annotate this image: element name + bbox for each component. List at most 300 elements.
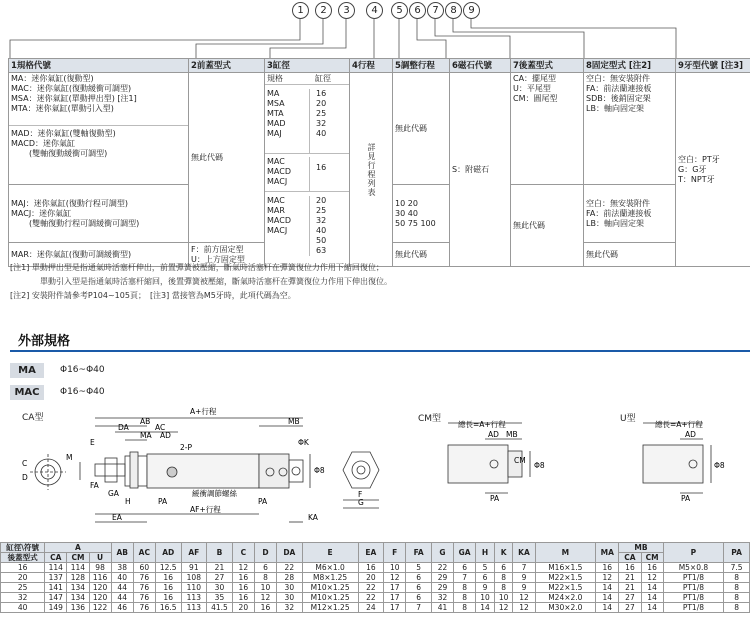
table-cell: 16 bbox=[232, 583, 254, 593]
ca-dim-e: E bbox=[90, 438, 95, 447]
cm-dim-mb: MB bbox=[506, 430, 518, 439]
table-cell: 44 bbox=[111, 593, 133, 603]
mount-option: LB：軸向固定架 bbox=[586, 104, 644, 113]
adjust-stroke-top: 無此代碼 bbox=[393, 73, 450, 185]
circle-4: 4 bbox=[366, 2, 383, 19]
table-cell: 32 bbox=[277, 603, 303, 613]
table-row bbox=[1, 583, 750, 593]
table-cell: 12 bbox=[494, 603, 513, 613]
spec-mac: MAC：迷你氣缸(復動緩衝可調型) bbox=[11, 84, 132, 93]
dim-header: PA bbox=[724, 543, 750, 563]
cm-body bbox=[448, 445, 508, 483]
ca-dim-da: DA bbox=[118, 423, 129, 432]
ca-dim-pa2: PA bbox=[258, 497, 268, 506]
dim-sub-a: U bbox=[89, 553, 111, 563]
ca-dim-a: A+行程 bbox=[190, 407, 217, 416]
spec-mta: MTA：迷你氣缸(單動引入型) bbox=[11, 104, 114, 113]
table-cell: 41.5 bbox=[207, 603, 233, 613]
table-cell: 7.5 bbox=[724, 563, 750, 573]
table-cell: 12 bbox=[513, 603, 535, 613]
ca-cushion-screw bbox=[167, 467, 177, 477]
table-cell: 120 bbox=[89, 583, 111, 593]
bore-model: MSA bbox=[267, 99, 285, 108]
order-code-table bbox=[8, 58, 750, 267]
bore-model: MACD bbox=[267, 216, 291, 225]
ca-dim-g: G bbox=[358, 498, 364, 507]
rear-cm: CM：圓尾型 bbox=[513, 94, 558, 103]
bore-cell: 16 bbox=[1, 563, 45, 573]
table-row bbox=[1, 563, 750, 573]
mount-bottom: 無此代碼 bbox=[584, 243, 676, 267]
table-cell: 29 bbox=[431, 583, 453, 593]
dim-sub-a: CM bbox=[67, 553, 89, 563]
dim-corner-top: 缸徑\符號 bbox=[1, 543, 45, 553]
table-cell: 12 bbox=[513, 593, 535, 603]
table-cell: 21 bbox=[207, 563, 233, 573]
table-cell: 21 bbox=[619, 583, 641, 593]
table-cell: 8 bbox=[724, 583, 750, 593]
table-cell: 14 bbox=[596, 603, 619, 613]
table-cell: 22 bbox=[358, 583, 384, 593]
ca-title: CA型 bbox=[22, 413, 44, 423]
table-cell: 7 bbox=[513, 563, 535, 573]
section-divider bbox=[10, 350, 750, 352]
ca-dim-phi8: Φ8 bbox=[314, 466, 325, 475]
ca-dim-fa: FA bbox=[90, 481, 99, 490]
dim-header: B bbox=[207, 543, 233, 563]
cm-dim-total: 總長=A+行程 bbox=[458, 420, 506, 429]
table-cell: 16 bbox=[155, 583, 181, 593]
model-badge-ma: MA bbox=[10, 363, 44, 378]
bore-model: MAJ bbox=[267, 129, 282, 138]
mount-option: SDB：後銷固定架 bbox=[586, 94, 651, 103]
dim-header: G bbox=[431, 543, 453, 563]
dim-header-mb: MB bbox=[619, 543, 663, 553]
table-cell: M30×2.0 bbox=[535, 603, 596, 613]
table-cell: 76 bbox=[133, 603, 155, 613]
ca-dim-mb: MB bbox=[288, 417, 300, 426]
table-cell: 27 bbox=[619, 603, 641, 613]
circle-1: 1 bbox=[292, 2, 309, 19]
table-cell: 8 bbox=[724, 573, 750, 583]
ca-dim-ka: KA bbox=[308, 513, 318, 522]
spec-group-1 bbox=[9, 73, 189, 185]
ca-dim-ac: AC bbox=[155, 423, 166, 432]
table-cell: 16.5 bbox=[155, 603, 181, 613]
table-cell: 5 bbox=[476, 563, 495, 573]
table-cell: 122 bbox=[89, 603, 111, 613]
circle-3: 3 bbox=[338, 2, 355, 19]
table-cell: 30 bbox=[277, 583, 303, 593]
stroke-column bbox=[350, 73, 393, 267]
u-dim-ad: AD bbox=[685, 430, 696, 439]
table-cell: 17 bbox=[384, 583, 406, 593]
table-cell: M22×1.5 bbox=[535, 573, 596, 583]
bore-value: 40 bbox=[316, 129, 327, 138]
mount-option: FA：前法蘭連接板 bbox=[586, 84, 652, 93]
table-cell: 16 bbox=[232, 573, 254, 583]
table-cell: 10 bbox=[476, 593, 495, 603]
ca-body bbox=[147, 454, 259, 488]
table-cell: M10×1.25 bbox=[302, 593, 358, 603]
ca-dim-c: C bbox=[22, 459, 28, 468]
table-cell: 76 bbox=[133, 593, 155, 603]
table-cell: M24×2.0 bbox=[535, 593, 596, 603]
ca-dim-f: F bbox=[358, 490, 363, 499]
dim-header: GA bbox=[454, 543, 476, 563]
table-cell: 128 bbox=[67, 573, 89, 583]
table-cell: M8×1.25 bbox=[302, 573, 358, 583]
table-cell: 8 bbox=[494, 573, 513, 583]
adjust-stroke-values bbox=[393, 185, 450, 243]
table-cell: 110 bbox=[181, 583, 207, 593]
ca-dim-ad: AD bbox=[160, 431, 171, 440]
table-cell: 16 bbox=[358, 563, 384, 573]
table-cell: 6 bbox=[406, 573, 432, 583]
table-cell: 149 bbox=[45, 603, 67, 613]
bore-cell: 40 bbox=[1, 603, 45, 613]
rear-cover-mid: 無此代碼 bbox=[511, 185, 584, 267]
ca-cushion-label: 緩衝調節螺絲 bbox=[192, 489, 237, 498]
table-cell: M10×1.25 bbox=[302, 583, 358, 593]
dim-header: E bbox=[302, 543, 358, 563]
table-cell: 12 bbox=[384, 573, 406, 583]
header-bore: 3缸徑 bbox=[265, 59, 350, 73]
ca-dim-af: AF+行程 bbox=[190, 505, 221, 514]
table-cell: 108 bbox=[181, 573, 207, 583]
table-cell: 30 bbox=[207, 583, 233, 593]
dim-sub-mb: CM bbox=[641, 553, 663, 563]
table-cell: 17 bbox=[384, 603, 406, 613]
bore-model: MA bbox=[267, 89, 280, 98]
table-cell: 6 bbox=[406, 593, 432, 603]
dim-header: KA bbox=[513, 543, 535, 563]
bore-value: 40 bbox=[316, 226, 327, 235]
model-range-ma: Φ16~Φ40 bbox=[60, 365, 105, 375]
bore-cell: 20 bbox=[1, 573, 45, 583]
mount-option: 空白：無安裝附件 bbox=[586, 74, 650, 83]
spec-macd-desc: (雙軸復動緩衝可調型) bbox=[29, 149, 108, 158]
table-cell: 60 bbox=[133, 563, 155, 573]
dim-header: H bbox=[476, 543, 495, 563]
dim-header: AF bbox=[181, 543, 207, 563]
table-cell: 16 bbox=[619, 563, 641, 573]
thread-pt: 空白：PT牙 bbox=[678, 154, 720, 164]
bore-value: 32 bbox=[316, 119, 327, 128]
table-cell: 44 bbox=[111, 583, 133, 593]
bore-value: 25 bbox=[316, 109, 327, 118]
mount-option: FA：前法蘭連接板 bbox=[586, 208, 652, 218]
rear-u: U：平尾型 bbox=[513, 84, 551, 93]
table-row bbox=[1, 593, 750, 603]
table-cell: 114 bbox=[45, 563, 67, 573]
table-cell: 17 bbox=[384, 593, 406, 603]
table-cell: 16 bbox=[596, 563, 619, 573]
table-cell: M6×1.0 bbox=[302, 563, 358, 573]
table-cell: 136 bbox=[67, 603, 89, 613]
table-cell: M22×1.5 bbox=[535, 583, 596, 593]
bore-model: MAR bbox=[267, 206, 285, 215]
circle-leader-lines bbox=[0, 0, 750, 60]
ca-dim-ab: AB bbox=[140, 417, 151, 426]
dim-header: DA bbox=[277, 543, 303, 563]
table-cell: 12 bbox=[232, 563, 254, 573]
u-drawing bbox=[635, 415, 750, 505]
dim-sub-mb: CA bbox=[619, 553, 641, 563]
spec-macj-desc: (雙軸復動行程可調緩衝可調型) bbox=[29, 218, 140, 228]
bore-subheader-bore: 缸徑 bbox=[315, 74, 331, 83]
dim-header: AD bbox=[155, 543, 181, 563]
thread-g: G：G牙 bbox=[678, 164, 707, 174]
table-cell: 137 bbox=[45, 573, 67, 583]
adjust-stroke-value: 30 40 bbox=[395, 208, 418, 218]
table-cell: 12 bbox=[596, 573, 619, 583]
dim-header: AB bbox=[111, 543, 133, 563]
table-cell: 20 bbox=[358, 573, 384, 583]
model-range-mac: Φ16~Φ40 bbox=[60, 387, 105, 397]
thread-column bbox=[676, 73, 750, 267]
bore-model: MACJ bbox=[267, 177, 288, 186]
u-dim-total: 總長=A+行程 bbox=[655, 420, 703, 429]
adjust-stroke-value: 50 75 100 bbox=[395, 218, 436, 228]
table-cell: 113 bbox=[181, 593, 207, 603]
header-spec-code: 1規格代號 bbox=[9, 59, 189, 73]
table-cell: 7 bbox=[406, 603, 432, 613]
table-cell: 8 bbox=[494, 583, 513, 593]
table-cell: 14 bbox=[641, 583, 663, 593]
bore-model: MACD bbox=[267, 167, 291, 176]
magnet-column: S：附磁石 bbox=[450, 73, 511, 267]
dim-header-a: A bbox=[45, 543, 111, 553]
header-front-cover: 2前蓋型式 bbox=[189, 59, 265, 73]
u-dim-phi8: Φ8 bbox=[714, 461, 725, 470]
table-cell: PT1/8 bbox=[663, 593, 724, 603]
table-cell: 10 bbox=[254, 583, 276, 593]
ca-dim-m: M bbox=[66, 453, 73, 462]
dim-header: F bbox=[384, 543, 406, 563]
ca-dim-ga: GA bbox=[108, 489, 119, 498]
table-cell: 14 bbox=[476, 603, 495, 613]
spec-macj: MACJ：迷你氣缸 bbox=[11, 208, 72, 218]
bore-value: 20 bbox=[316, 196, 327, 205]
table-cell: M16×1.5 bbox=[535, 563, 596, 573]
header-adjust-stroke: 5調整行程 bbox=[393, 59, 450, 73]
ca-dim-ma: MA bbox=[140, 431, 152, 440]
cm-title: CM型 bbox=[418, 414, 442, 424]
mount-option: LB：軸向固定架 bbox=[586, 218, 644, 228]
dim-header: FA bbox=[406, 543, 432, 563]
dim-header: P bbox=[663, 543, 724, 563]
table-cell: 27 bbox=[207, 573, 233, 583]
dim-sub-a: CA bbox=[45, 553, 67, 563]
bore-value: 25 bbox=[316, 206, 327, 215]
note-2: [注2] 安裝附件請參考P104~105頁； [注3] 當接管為M5牙時，此項代碼為空。 bbox=[10, 291, 296, 300]
ca-hex-end-view bbox=[343, 452, 379, 488]
table-cell: 76 bbox=[133, 583, 155, 593]
circle-6: 6 bbox=[409, 2, 426, 19]
table-cell: 9 bbox=[513, 583, 535, 593]
front-cover-main: 無此代碼 bbox=[189, 73, 265, 243]
table-cell: 8 bbox=[454, 593, 476, 603]
ca-dim-d: D bbox=[22, 473, 28, 482]
circle-9: 9 bbox=[463, 2, 480, 19]
table-cell: 8 bbox=[724, 593, 750, 603]
table-cell: 35 bbox=[207, 593, 233, 603]
mount-option: 空白：無安裝附件 bbox=[586, 198, 650, 208]
bore-model: MAC bbox=[267, 157, 285, 166]
bore-value: 16 bbox=[316, 89, 327, 98]
adjust-stroke-bottom: 無此代碼 bbox=[393, 243, 450, 267]
table-cell: 22 bbox=[358, 593, 384, 603]
bore-value: 16 bbox=[316, 163, 327, 172]
table-cell: 147 bbox=[45, 593, 67, 603]
table-cell: 113 bbox=[181, 603, 207, 613]
u-title: U型 bbox=[620, 414, 636, 424]
section-title: 外部規格 bbox=[18, 334, 71, 349]
table-cell: 76 bbox=[133, 573, 155, 583]
circle-5: 5 bbox=[391, 2, 408, 19]
header-thread: 9牙型代號 [注3] bbox=[676, 59, 750, 73]
ca-dim-pa1: PA bbox=[158, 497, 168, 506]
circle-8: 8 bbox=[445, 2, 462, 19]
dim-header: D bbox=[254, 543, 276, 563]
header-stroke: 4行程 bbox=[350, 59, 393, 73]
table-cell: 120 bbox=[89, 593, 111, 603]
table-cell: 20 bbox=[232, 603, 254, 613]
cm-dim-pa: PA bbox=[490, 494, 500, 503]
table-cell: 141 bbox=[45, 583, 67, 593]
bore-model: MAD bbox=[267, 119, 286, 128]
adjust-stroke-value: 10 20 bbox=[395, 198, 418, 208]
bore-column bbox=[265, 73, 350, 267]
rear-cover-top bbox=[511, 73, 584, 185]
table-row bbox=[1, 603, 750, 613]
table-cell: 16 bbox=[155, 573, 181, 583]
table-cell: M12×1.25 bbox=[302, 603, 358, 613]
ca-dim-k: ΦK bbox=[298, 438, 309, 447]
table-cell: 16 bbox=[155, 593, 181, 603]
cm-dim-phi8: Φ8 bbox=[534, 461, 545, 470]
table-cell: 10 bbox=[494, 593, 513, 603]
dimension-table-body bbox=[1, 563, 750, 613]
table-cell: M5×0.8 bbox=[663, 563, 724, 573]
table-cell: 14 bbox=[596, 593, 619, 603]
spec-msa: MSA：迷你氣缸(單動押出型) [注1] bbox=[11, 94, 137, 103]
table-cell: 30 bbox=[277, 593, 303, 603]
dim-header: AC bbox=[133, 543, 155, 563]
table-cell: 41 bbox=[431, 603, 453, 613]
spec-group-4: MAR：迷你氣缸(復動可調緩衝型) bbox=[9, 243, 189, 267]
stroke-note: 詳見行程列表 bbox=[367, 142, 376, 197]
table-cell: 6 bbox=[254, 563, 276, 573]
header-mount: 8固定型式 [注2] bbox=[584, 59, 676, 73]
bore-model: MTA bbox=[267, 109, 284, 118]
table-cell: 9 bbox=[476, 583, 495, 593]
ca-clevis bbox=[289, 460, 303, 482]
model-badge-mac: MAC bbox=[10, 385, 44, 400]
table-cell: 16 bbox=[254, 603, 276, 613]
table-cell: 12 bbox=[641, 573, 663, 583]
table-cell: 114 bbox=[67, 563, 89, 573]
dim-corner-bottom: 後蓋型式 bbox=[1, 553, 45, 563]
dimension-table bbox=[0, 542, 750, 613]
header-magnet: 6磁石代號 bbox=[450, 59, 511, 73]
table-cell: 16 bbox=[641, 563, 663, 573]
table-cell: 134 bbox=[67, 593, 89, 603]
table-cell: 91 bbox=[181, 563, 207, 573]
table-cell: 24 bbox=[358, 603, 384, 613]
note-1: [注1] 單動押出型是指通氣時活塞杆伸出，前置彈簧被壓縮，斷氣時活塞杆在彈簧復位力作用下縮回復位； bbox=[10, 263, 384, 272]
bore-cell: 32 bbox=[1, 593, 45, 603]
table-cell: 46 bbox=[111, 603, 133, 613]
table-row bbox=[1, 573, 750, 583]
table-cell: 6 bbox=[476, 573, 495, 583]
table-cell: 29 bbox=[431, 573, 453, 583]
bore-cell: 25 bbox=[1, 583, 45, 593]
table-cell: 14 bbox=[641, 603, 663, 613]
note-1b: 單動引入型是指通氣時活塞杆縮回，後置彈簧被壓縮，斷氣時活塞杆在彈簧復位力作用下伸出復位。 bbox=[40, 277, 392, 286]
bore-subheader-spec: 規格 bbox=[267, 74, 283, 83]
table-cell: 38 bbox=[111, 563, 133, 573]
circle-2: 2 bbox=[315, 2, 332, 19]
table-cell: 16 bbox=[232, 593, 254, 603]
table-cell: 14 bbox=[641, 593, 663, 603]
table-cell: 22 bbox=[431, 563, 453, 573]
spec-group-3 bbox=[9, 185, 189, 243]
ca-dim-ea: EA bbox=[112, 513, 122, 522]
ca-drawing bbox=[0, 400, 410, 540]
dim-header: M bbox=[535, 543, 596, 563]
table-cell: PT1/8 bbox=[663, 603, 724, 613]
bore-value: 50 bbox=[316, 236, 327, 245]
dim-header: K bbox=[494, 543, 513, 563]
table-cell: 6 bbox=[454, 563, 476, 573]
table-cell: 8 bbox=[254, 573, 276, 583]
mount-top bbox=[584, 73, 676, 185]
table-cell: 12.5 bbox=[155, 563, 181, 573]
ca-dim-h: H bbox=[125, 497, 131, 506]
bore-value: 63 bbox=[316, 246, 327, 255]
bore-value: 32 bbox=[316, 216, 327, 225]
front-u: U：上方固定型 bbox=[191, 254, 245, 264]
table-cell: 8 bbox=[454, 583, 476, 593]
dim-header: MA bbox=[596, 543, 619, 563]
table-cell: 27 bbox=[619, 593, 641, 603]
table-cell: 6 bbox=[494, 563, 513, 573]
spec-maj: MAJ：迷你氣缸(復動行程可調型) bbox=[11, 198, 128, 208]
mount-mid bbox=[584, 185, 676, 243]
table-cell: 21 bbox=[619, 573, 641, 583]
cm-dim-cm: CM bbox=[514, 456, 526, 465]
ca-rod bbox=[95, 464, 125, 476]
table-cell: 6 bbox=[406, 583, 432, 593]
header-rear-cover: 7後蓋型式 bbox=[511, 59, 584, 73]
table-cell: 8 bbox=[724, 603, 750, 613]
bore-model: MAC bbox=[267, 196, 285, 205]
table-cell: 12 bbox=[254, 593, 276, 603]
ca-dim-2p: 2-P bbox=[180, 443, 193, 452]
table-cell: 22 bbox=[277, 563, 303, 573]
table-cell: 134 bbox=[67, 583, 89, 593]
rear-ca: CA：擺尾型 bbox=[513, 74, 557, 83]
table-cell: 7 bbox=[454, 573, 476, 583]
u-dim-pa: PA bbox=[681, 494, 691, 503]
u-body bbox=[643, 445, 703, 483]
bore-value: 20 bbox=[316, 99, 327, 108]
spec-ma: MA：迷你氣缸(復動型) bbox=[11, 74, 94, 83]
table-cell: 9 bbox=[513, 573, 535, 583]
table-cell: 98 bbox=[89, 563, 111, 573]
